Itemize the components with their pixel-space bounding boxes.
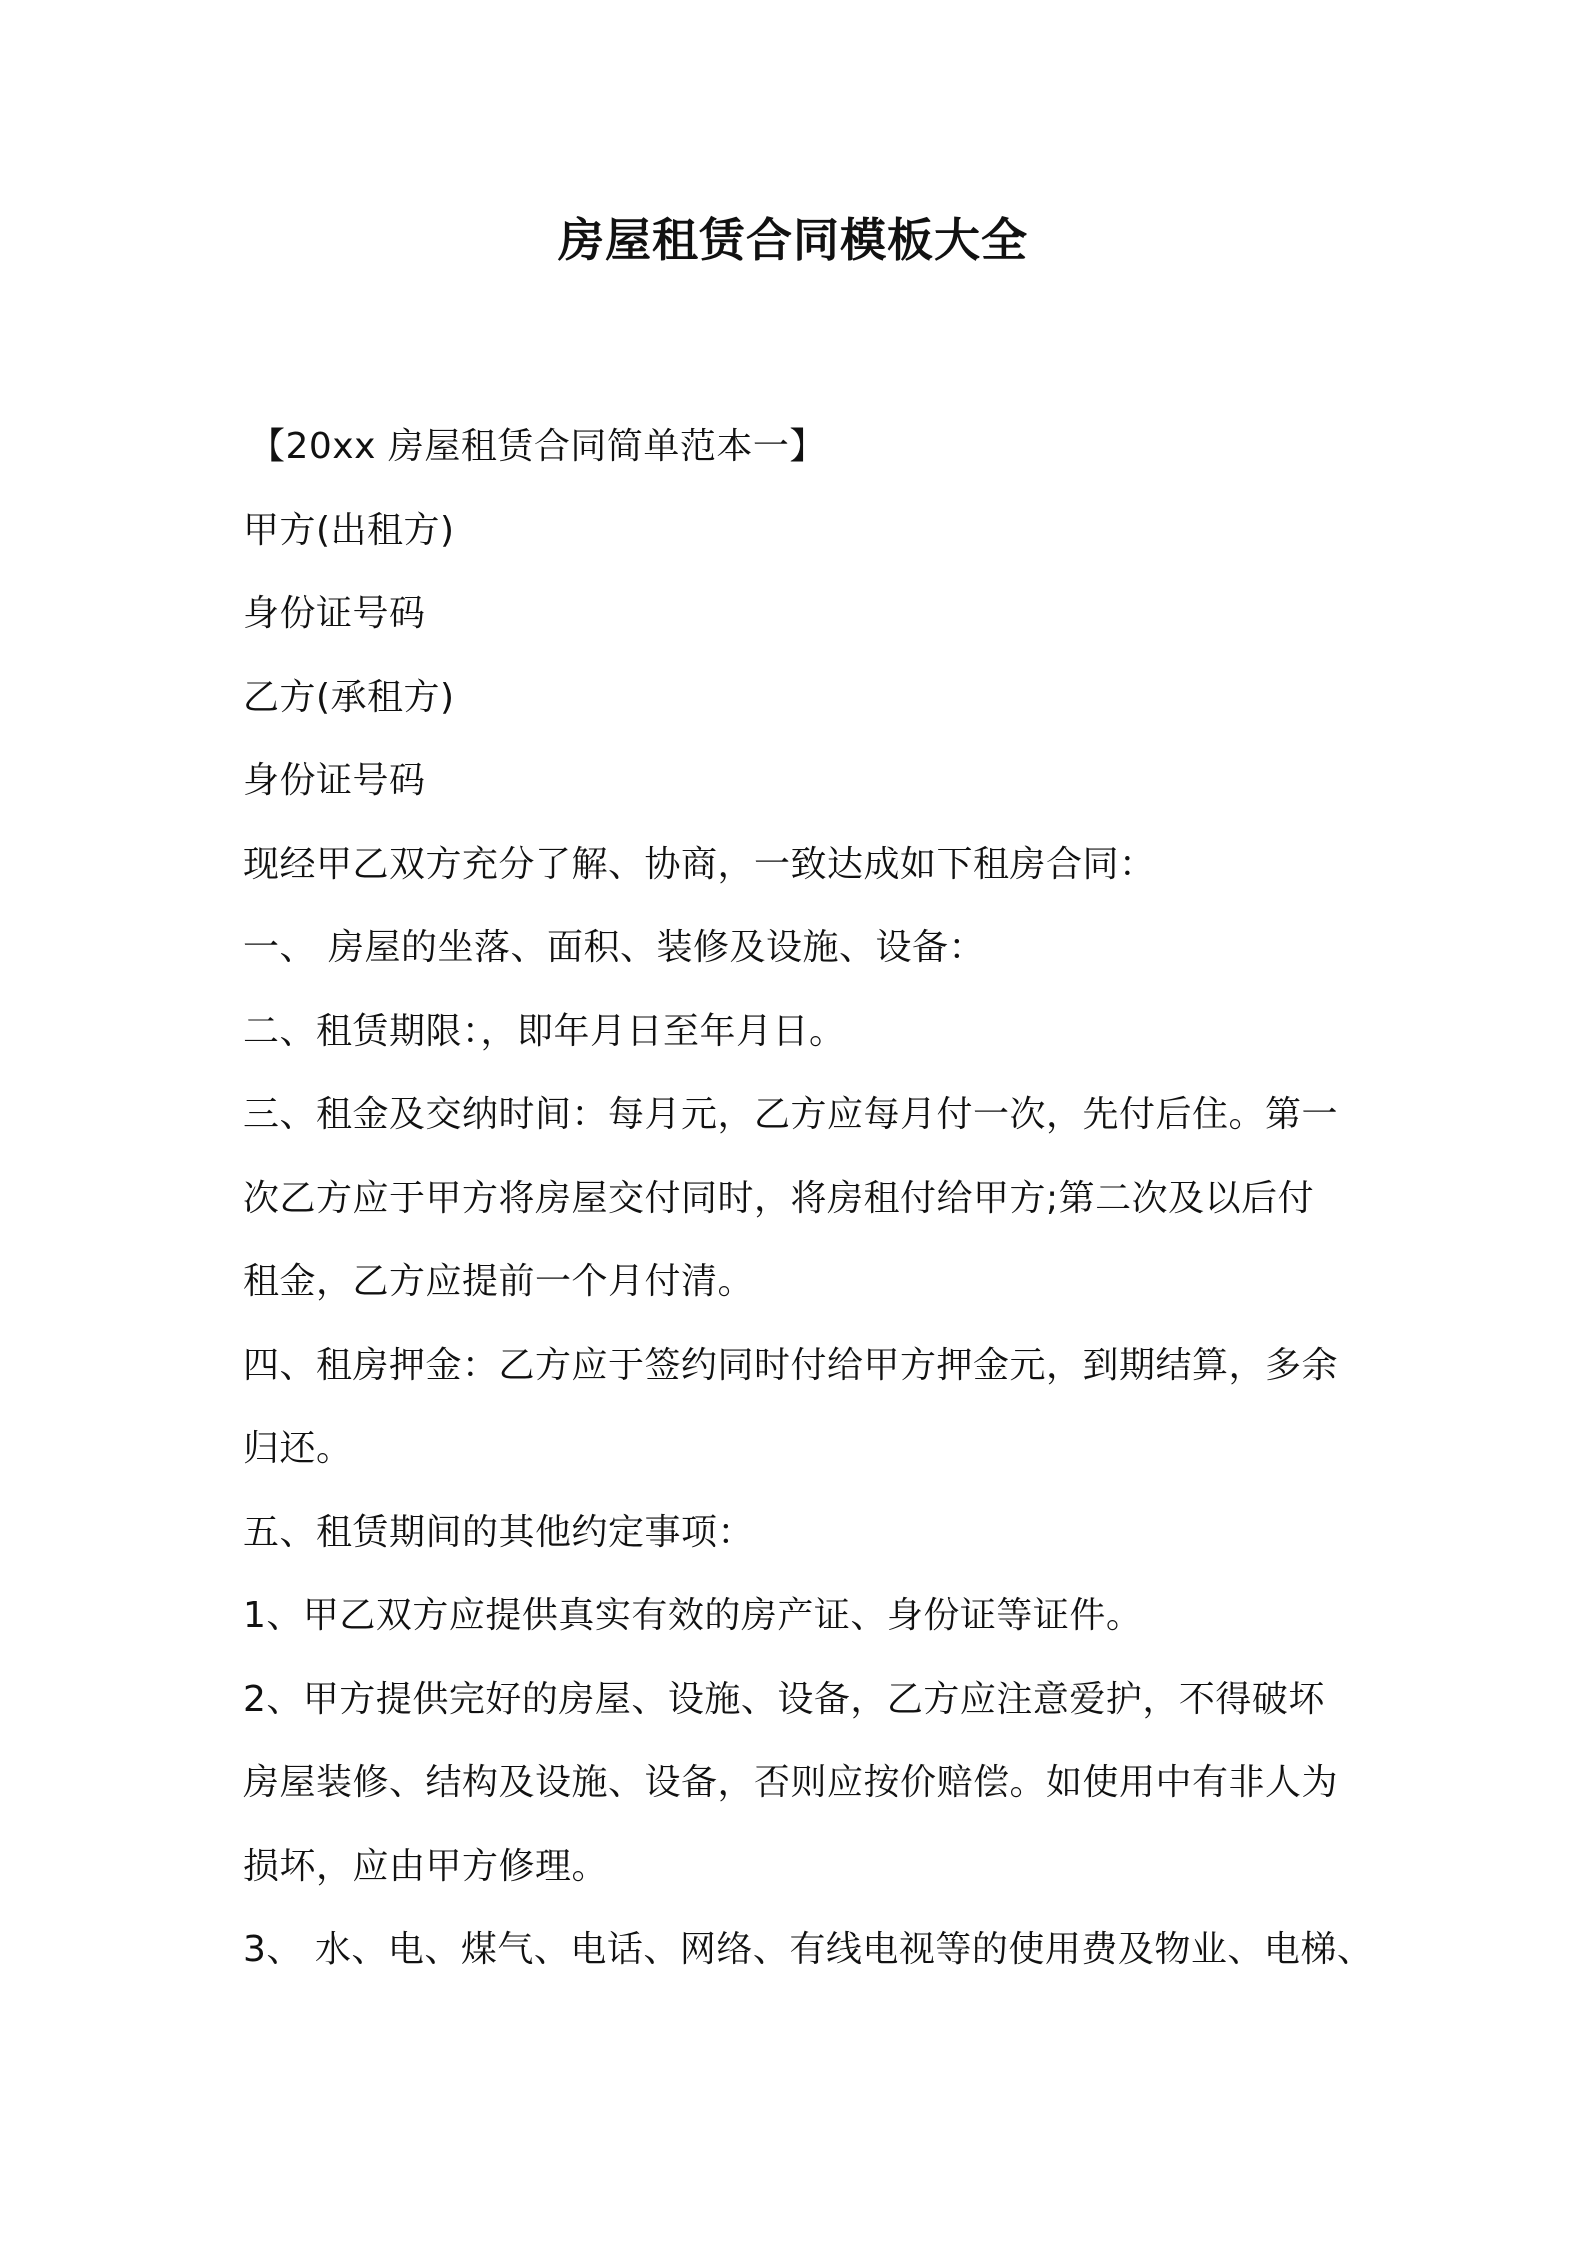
- clause-4-line-1: 四、租房押金：乙方应于签约同时付给甲方押金元，到期结算，多余: [243, 1344, 1339, 1386]
- document-body: [243, 405, 1374, 1992]
- party-a-id-label: 身份证号码: [243, 593, 426, 634]
- party-b-id-label: 身份证号码: [243, 760, 426, 801]
- item-3-line-1: 3、 水、电、煤气、电话、网络、有线电视等的使用费及物业、电梯、: [243, 1929, 1374, 1970]
- clause-3-line-3: 租金，乙方应提前一个月付清。: [243, 1261, 755, 1302]
- clause-4-line-2: 归还。: [243, 1428, 353, 1469]
- document-title: 房屋租赁合同模板大全: [558, 213, 1028, 267]
- clause-1-heading: 一、 房屋的坐落、面积、装修及设施、设备：: [243, 927, 985, 968]
- clause-5-heading: 五、租赁期间的其他约定事项：: [243, 1511, 755, 1553]
- clause-3-line-1: 三、租金及交纳时间：每月元，乙方应每月付一次，先付后住。第一: [243, 1094, 1339, 1135]
- clause-3-line-2: 次乙方应于甲方将房屋交付同时，将房租付给甲方;第二次及以后付: [243, 1177, 1315, 1219]
- item-2-line-1: 2、甲方提供完好的房屋、设施、设备，乙方应注意爱护，不得破坏: [243, 1678, 1325, 1720]
- party-b-label: 乙方(承租方): [243, 676, 455, 718]
- item-2-line-3: 损坏，应由甲方修理。: [243, 1845, 609, 1887]
- item-2-line-2: 房屋装修、结构及设施、设备，否则应按价赔偿。如使用中有非人为: [243, 1762, 1339, 1803]
- party-a-label: 甲方(出租方): [243, 509, 455, 551]
- contract-subtitle: 【20xx 房屋租赁合同简单范本一】: [249, 426, 826, 467]
- item-1-line-1: 1、甲乙双方应提供真实有效的房产证、身份证等证件。: [243, 1595, 1143, 1636]
- clause-2-heading: 二、租赁期限：，即年月日至年月日。: [243, 1010, 846, 1052]
- intro-paragraph: 现经甲乙双方充分了解、协商，一致达成如下租房合同：: [243, 843, 1156, 885]
